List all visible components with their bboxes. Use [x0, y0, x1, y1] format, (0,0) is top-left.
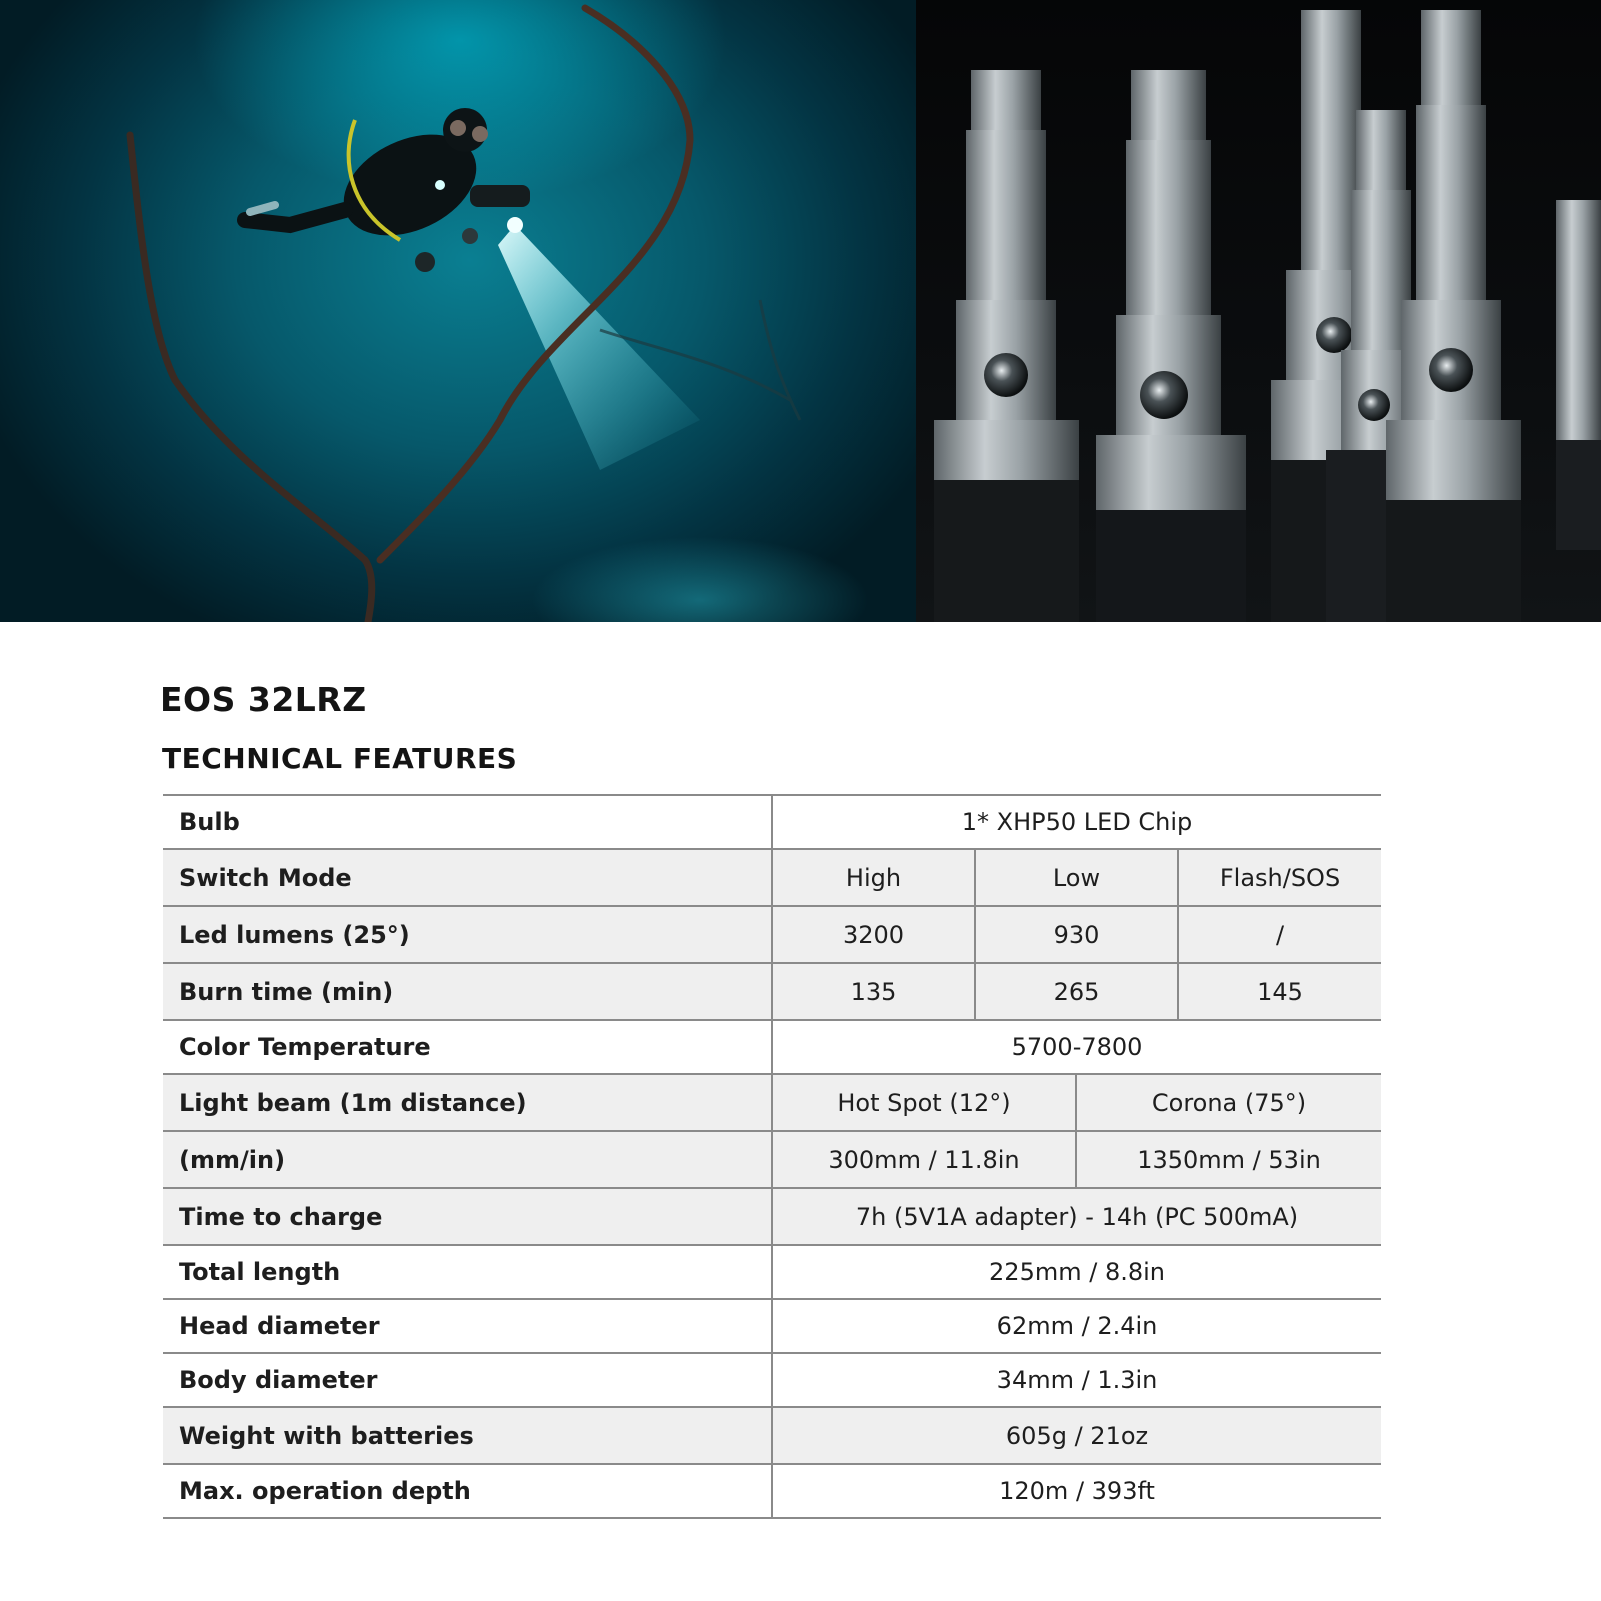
- spec-value: 605g / 21oz: [772, 1407, 1381, 1464]
- product-model-title: EOS 32LRZ: [160, 680, 367, 719]
- spec-value: 300mm / 11.8in: [772, 1131, 1076, 1188]
- spec-label: (mm/in): [163, 1131, 772, 1188]
- flashlights-photo: [916, 0, 1601, 622]
- spec-row-time-to-charge: [163, 1188, 1381, 1245]
- spec-value: 930: [975, 906, 1178, 963]
- spec-label: Led lumens (25°): [163, 906, 772, 963]
- spec-row-switch-mode: [163, 849, 1381, 906]
- flashlight: [1096, 70, 1246, 622]
- spec-value: 1* XHP50 LED Chip: [772, 795, 1381, 849]
- spec-row-total-length: [163, 1245, 1381, 1299]
- spec-row-color-temperature: [163, 1020, 1381, 1074]
- spec-value: 1350mm / 53in: [1076, 1131, 1381, 1188]
- spec-label: Time to charge: [163, 1188, 772, 1245]
- spec-value: 120m / 393ft: [772, 1464, 1381, 1518]
- spec-label: Light beam (1m distance): [163, 1074, 772, 1131]
- torch-beam: [498, 225, 700, 470]
- flashlights-illustration: [916, 0, 1601, 622]
- spec-row-burn-time: [163, 963, 1381, 1020]
- spec-table: [163, 794, 1381, 1519]
- spec-value: 135: [772, 963, 975, 1020]
- spec-value: 265: [975, 963, 1178, 1020]
- spec-row-max-depth: [163, 1464, 1381, 1518]
- spec-value: 5700-7800: [772, 1020, 1381, 1074]
- hero-banner: [0, 0, 1601, 622]
- spec-row-head-diameter: [163, 1299, 1381, 1353]
- spec-label: Total length: [163, 1245, 772, 1299]
- spec-label: Switch Mode: [163, 849, 772, 906]
- spec-value: Low: [975, 849, 1178, 906]
- cave-diver-illustration: [0, 0, 916, 622]
- spec-value: 34mm / 1.3in: [772, 1353, 1381, 1407]
- flashlight: [1386, 10, 1521, 622]
- spec-row-light-beam: [163, 1074, 1381, 1131]
- cave-diver-photo: [0, 0, 916, 622]
- spec-label: Body diameter: [163, 1353, 772, 1407]
- spec-row-bulb: [163, 795, 1381, 849]
- spec-row-led-lumens: [163, 906, 1381, 963]
- spec-label: Burn time (min): [163, 963, 772, 1020]
- spec-value: Hot Spot (12°): [772, 1074, 1076, 1131]
- spec-value: Corona (75°): [1076, 1074, 1381, 1131]
- spec-value: 62mm / 2.4in: [772, 1299, 1381, 1353]
- flashlight: [1556, 200, 1601, 550]
- spec-row-weight: [163, 1407, 1381, 1464]
- spec-value: Flash/SOS: [1178, 849, 1381, 906]
- spec-value: 3200: [772, 906, 975, 963]
- flashlight: [934, 70, 1079, 622]
- spec-value: /: [1178, 906, 1381, 963]
- spec-label: Head diameter: [163, 1299, 772, 1353]
- spec-value: 145: [1178, 963, 1381, 1020]
- spec-value: High: [772, 849, 975, 906]
- spec-row-beam-size: [163, 1131, 1381, 1188]
- spec-value: 7h (5V1A adapter) - 14h (PC 500mA): [772, 1188, 1381, 1245]
- spec-value: 225mm / 8.8in: [772, 1245, 1381, 1299]
- spec-label: Color Temperature: [163, 1020, 772, 1074]
- diver: [245, 108, 530, 272]
- spec-label: Bulb: [163, 795, 772, 849]
- spec-label: Weight with batteries: [163, 1407, 772, 1464]
- spec-row-body-diameter: [163, 1353, 1381, 1407]
- section-title: TECHNICAL FEATURES: [162, 742, 518, 775]
- spec-label: Max. operation depth: [163, 1464, 772, 1518]
